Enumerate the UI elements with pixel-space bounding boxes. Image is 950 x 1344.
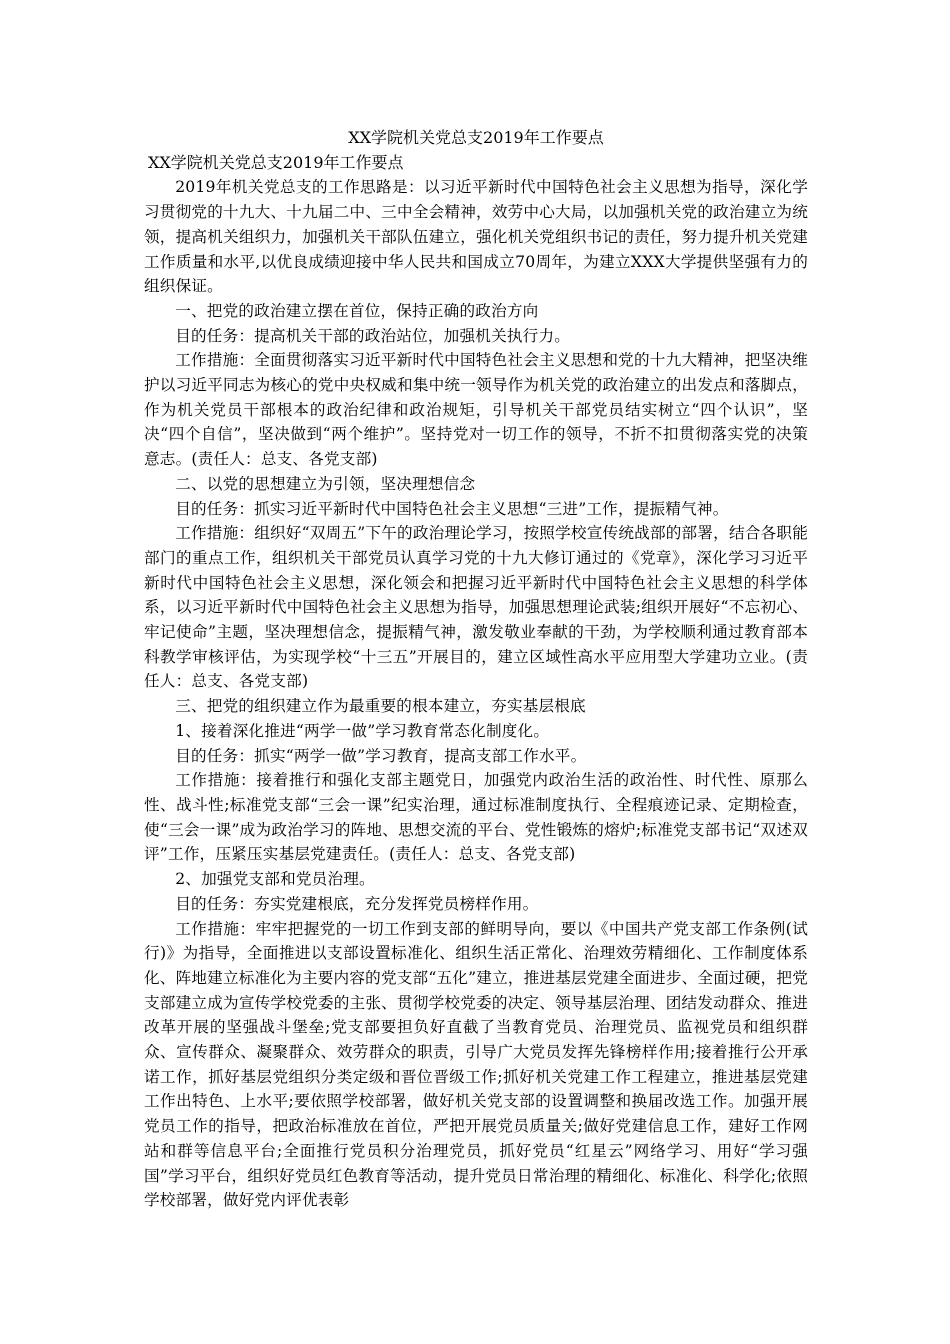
section-heading-3: 三、把党的组织建立作为最重要的根本建立，夯实基层根底	[175, 697, 586, 716]
document-title: XX学院机关党总支2019年工作要点	[348, 128, 604, 147]
paragraph-goal-2: 目的任务：抓实习近平新时代中国特色社会主义思想“三进”工作，提振精气神。	[175, 499, 729, 518]
document-subtitle: XX学院机关党总支2019年工作要点	[148, 152, 404, 172]
paragraph-goal-1: 目的任务：提高机关干部的政治站位，加强机关执行力。	[175, 326, 571, 345]
section-heading-1: 一、把党的政治建立摆在首位，保持正确的政治方向	[175, 301, 539, 320]
paragraph-measures-2: 工作措施：组织好“双周五”下午的政治理论学习，按照学校宣传统战部的部署，结合各职能部门的重点工作，组织机关干部党员认真学习党的十九大修订通过的《党章》，深化学习习近平新时代中国特色社会主义思想，深化领会和把握习近平新时代中国特色社会主义思想的科学体系，以习近平新时代中国特色社会主义思想为指导，加强思想理论武装;组织开展好“不忘初心、牢记使命”主题，坚决理想信念，提振精气神，激发敬业奉献的干劲，为学校顺利通过教育部本科教学审核评估，为实现学校“十三五”开展目的，建立区域性高水平应用型大学建功立业。(责任人：总支、各党支部)	[144, 524, 808, 691]
paragraph-measures-1: 工作措施：全面贯彻落实习近平新时代中国特色社会主义思想和党的十九大精神，把坚决维护以习近平同志为核心的党中央权威和集中统一领导作为机关党的政治建立的出发点和落脚点，作为机关党员干部根本的政治纪律和政治规矩，引导机关干部党员结实树立“四个认识”，坚决“四个自信”，坚决做到“两个维护”。坚持党对一切工作的领导，不折不扣贯彻落实党的决策意志。(责任人：总支、各党支部)	[144, 351, 808, 469]
paragraph-measures-3-1: 工作措施：接着推行和强化支部主题党日，加强党内政治生活的政治性、时代性、原那么性、战斗性;标准党支部“三会一课”纪实治理，通过标准制度执行、全程痕迹记录、定期检查，使“三会一课”成为政治学习的阵地、思想交流的平台、党性锻炼的熔炉;标准党支部书记“双述双评”工作，压紧压实基层党建责任。(责任人：总支、各党支部)	[144, 771, 808, 864]
paragraph-goal-3-2: 目的任务：夯实党建根底，充分发挥党员榜样作用。	[175, 894, 539, 913]
paragraph-goal-3-1: 目的任务：抓实“两学一做”学习教育，提高支部工作水平。	[175, 746, 587, 765]
paragraph-measures-3-2: 工作措施：牢牢把握党的一切工作到支部的鲜明导向，要以《中国共产党支部工作条例(试行)》为指导，全面推进以支部设置标准化、组织生活正常化、治理效劳精细化、工作制度体系化、阵地建立标准化为主要内容的党支部“五化”建立，推进基层党建全面进步、全面过硬，把党支部建立成为宣传学校党委的主张、贯彻学校党委的决定、领导基层治理、团结发动群众、推进改革开展的坚强战斗堡垒;党支部要担负好直截了当教育党员、治理党员、监视党员和组织群众、宣传群众、凝聚群众、效劳群众的职责，引导广大党员发挥先锋榜样作用;接着推行公开承诺工作，抓好基层党组织分类定级和晋位晋级工作;抓好机关党建工作工程建立，推进基层党建工作出特色、上水平;要依照学校部署，做好机关党支部的设置调整和换届改选工作。加强开展党员工作的指导，把政治标准放在首位，严把开展党员质量关;做好党建信息工作，建好工作网站和群等信息平台;全面推行党员积分治理党员，抓好党员“红星云”网络学习、用好“学习强国”学习平台，组织好党员红色教育等活动，提升党员日常治理的精细化、标准化、科学化;依照学校部署，做好党内评优表彰	[144, 919, 808, 1210]
subsection-heading-3-1: 1、接着深化推进“两学一做”学习教育常态化制度化。	[175, 721, 550, 740]
section-heading-2: 二、以党的思想建立为引领，坚决理想信念	[175, 474, 476, 493]
paragraph-intro: 2019年机关党总支的工作思路是：以习近平新时代中国特色社会主义思想为指导，深化学习贯彻党的十九大、十九届二中、三中全会精神，效劳中心大局，以加强机关党的政治建立为统领，提高机关组织力，加强机关干部队伍建立，强化机关党组织书记的责任，努力提升机关党建工作质量和水平,以优良成绩迎接中华人民共和国成立70周年，为建立XXX大学提供坚强有力的组织保证。	[144, 178, 808, 296]
subsection-heading-3-2: 2、加强党支部和党员治理。	[175, 870, 375, 889]
document-page	[144, 126, 808, 1213]
